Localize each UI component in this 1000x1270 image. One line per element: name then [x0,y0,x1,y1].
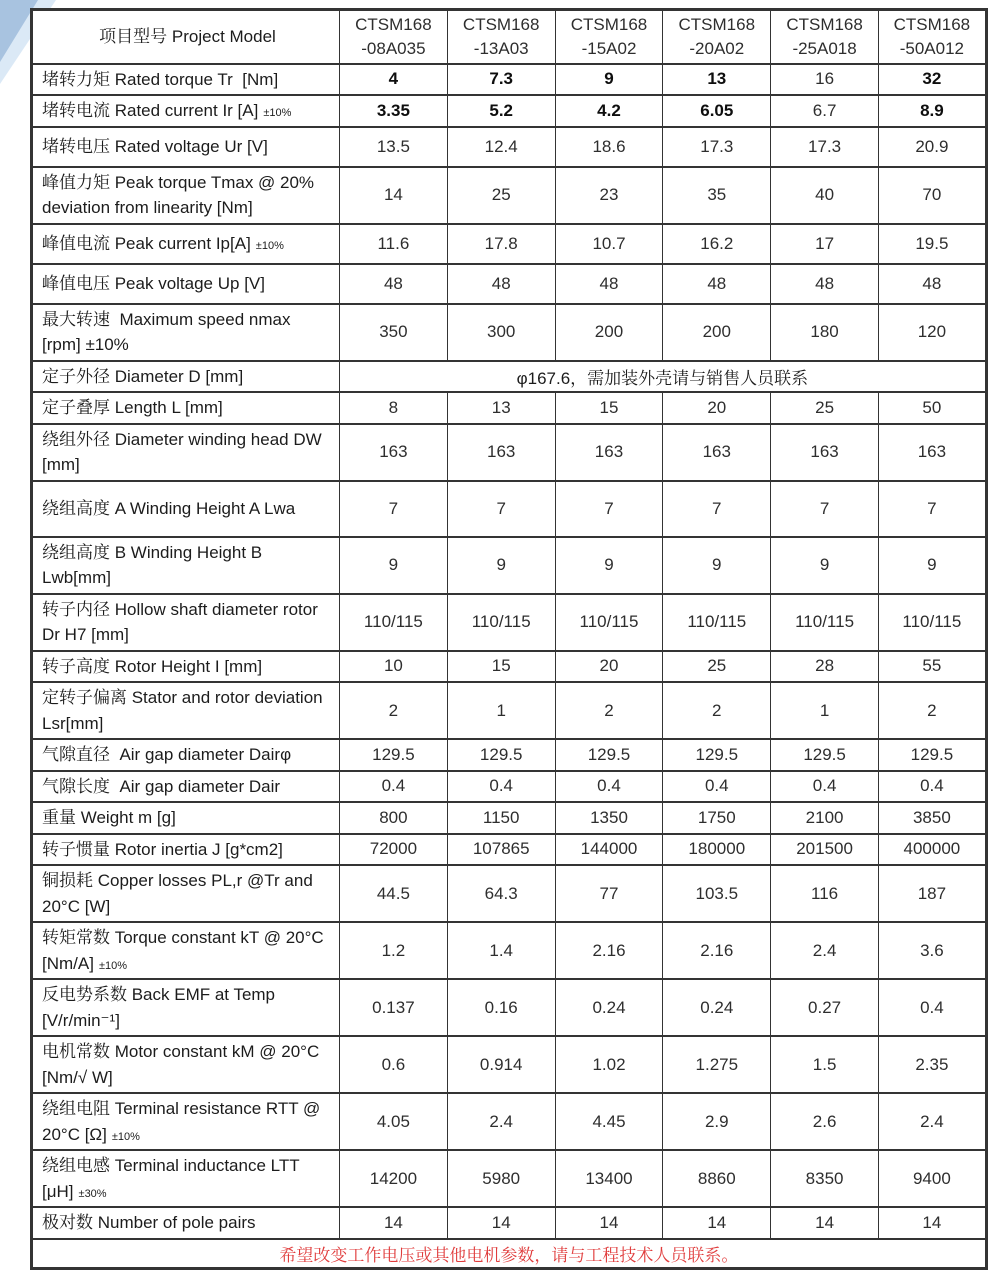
param-value: 1350 [555,802,663,834]
param-label [32,481,340,537]
param-value: 9 [878,537,986,594]
param-value: 2 [555,682,663,739]
param-value: 2 [878,682,986,739]
param-label [32,739,340,771]
param-value: 14 [555,1207,663,1239]
param-value: 0.914 [447,1036,555,1093]
param-label-text: 重量 Weight m [g] [42,808,176,828]
param-label [32,167,340,224]
param-label [32,392,340,424]
param-value: 129.5 [555,739,663,771]
param-value: 8350 [771,1150,879,1207]
param-value: 2.16 [663,922,771,979]
tolerance-note: ±30% [78,1187,107,1200]
param-value: 13 [663,64,771,96]
param-label-text: 铜损耗 Copper losses PL,r @Tr and 20°C [W] [42,871,318,916]
param-value: 4 [340,64,448,96]
param-label [32,802,340,834]
param-value: 13.5 [340,127,448,167]
param-label [32,922,340,979]
param-label [32,224,340,264]
param-value: 9 [447,537,555,594]
param-value: 70 [878,167,986,224]
param-row [32,224,987,264]
param-value: 1 [447,682,555,739]
param-row [32,537,987,594]
param-row [32,361,987,393]
param-value: 44.5 [340,865,448,922]
model-name-line2: -25A018 [792,38,857,58]
param-value: 120 [878,304,986,361]
param-value: 1.02 [555,1036,663,1093]
param-value: 0.4 [340,771,448,803]
param-value: 64.3 [447,865,555,922]
param-label-text: 转矩常数 Torque constant kT @ 20°C [Nm/A] [42,928,329,973]
param-value: 2100 [771,802,879,834]
param-label [32,1150,340,1207]
param-value: 1.5 [771,1036,879,1093]
param-row [32,392,987,424]
param-value: 16 [771,64,879,96]
param-label-text: 绕组高度 B Winding Height B Lwb[mm] [42,542,267,588]
param-row [32,802,987,834]
param-row [32,1093,987,1150]
param-value: 7 [663,481,771,537]
param-value: 9 [663,537,771,594]
footer-note: 希望改变工作电压或其他电机参数，请与工程技术人员联系。 [32,1239,987,1269]
param-value: 13400 [555,1150,663,1207]
param-value: 1750 [663,802,771,834]
param-row [32,481,987,537]
param-value: 2.4 [878,1093,986,1150]
param-value: 8860 [663,1150,771,1207]
param-value: 14 [771,1207,879,1239]
param-value: 4.45 [555,1093,663,1150]
param-label-text: 定转子偏离 Stator and rotor deviation Lsr[mm] [42,688,328,733]
param-value: 9400 [878,1150,986,1207]
param-value: 9 [555,64,663,96]
param-label [32,682,340,739]
model-name-line1: CTSM168 [786,15,863,34]
param-label-text: 转子内径 Hollow shaft diameter rotor Dr H7 [mm] [42,599,323,645]
param-value: 18.6 [555,127,663,167]
param-value: 110/115 [555,594,663,651]
param-value: 48 [663,264,771,304]
param-value: 1.2 [340,922,448,979]
param-value: 0.24 [555,979,663,1036]
param-value: 110/115 [663,594,771,651]
param-value: 7 [447,481,555,537]
header-row [32,10,987,64]
param-value: 6.05 [663,95,771,127]
param-label-text: 堵转力矩 Rated torque Tr [Nm] [42,69,279,89]
param-row [32,834,987,866]
param-value: 800 [340,802,448,834]
param-value: 2 [340,682,448,739]
param-value: 1.4 [447,922,555,979]
param-value: 163 [340,424,448,481]
param-value: 0.137 [340,979,448,1036]
param-value: 200 [663,304,771,361]
param-value: 110/115 [447,594,555,651]
param-value: 11.6 [340,224,448,264]
param-row [32,167,987,224]
param-value: 17 [771,224,879,264]
param-value: 7 [340,481,448,537]
param-value: 12.4 [447,127,555,167]
param-value: 187 [878,865,986,922]
param-value: 5980 [447,1150,555,1207]
param-label [32,771,340,803]
param-row [32,64,987,96]
param-label [32,424,340,481]
param-value: 0.4 [878,771,986,803]
param-value: 15 [447,651,555,683]
param-value: 201500 [771,834,879,866]
param-value: 25 [663,651,771,683]
param-label-text: 定子外径 Diameter D [mm] [42,366,244,386]
param-value: 20.9 [878,127,986,167]
param-label-text: 峰值力矩 Peak torque Tmax @ 20% deviation from linearity [Nm] [42,172,319,218]
param-value: 110/115 [771,594,879,651]
param-value: 163 [771,424,879,481]
param-label [32,1207,340,1239]
param-value: 35 [663,167,771,224]
model-name-line1: CTSM168 [570,15,648,34]
param-value: 2.35 [878,1036,986,1093]
param-label [32,537,340,594]
param-value: 6.7 [771,95,879,127]
param-value: 48 [340,264,448,304]
param-label-text: 堵转电流 Rated current Ir [A] [42,101,259,121]
param-value: 8 [340,392,448,424]
param-value: 55 [878,651,986,683]
param-value: 1 [771,682,879,739]
param-row [32,979,987,1036]
param-value: 129.5 [340,739,448,771]
param-value: 2.9 [663,1093,771,1150]
param-row [32,739,987,771]
param-value: 14 [340,167,448,224]
param-value: 13 [447,392,555,424]
param-value: 14200 [340,1150,448,1207]
param-value: 32 [878,64,986,96]
param-value: 110/115 [340,594,448,651]
param-label [32,651,340,683]
param-label [32,127,340,167]
model-header [771,10,879,64]
param-label-text: 绕组高度 A Winding Height A Lwa [42,498,296,518]
param-value: 0.4 [663,771,771,803]
param-value: 16.2 [663,224,771,264]
param-value: 48 [878,264,986,304]
param-value: 7.3 [447,64,555,96]
param-row [32,424,987,481]
param-row [32,651,987,683]
param-label-text: 峰值电压 Peak voltage Up [V] [42,273,265,293]
param-value: 2.6 [771,1093,879,1150]
param-value: 129.5 [771,739,879,771]
param-label [32,64,340,96]
model-name-line1: CTSM168 [893,15,971,34]
param-row [32,1150,987,1207]
param-row [32,1036,987,1093]
param-value: 3850 [878,802,986,834]
param-value: 14 [447,1207,555,1239]
param-value: 19.5 [878,224,986,264]
param-value: 129.5 [663,739,771,771]
param-value: 200 [555,304,663,361]
param-label [32,834,340,866]
param-value: 0.4 [771,771,879,803]
param-label [32,361,340,393]
param-value: 15 [555,392,663,424]
span-value: φ167.6，需加装外壳请与销售人员联系 [340,361,987,393]
param-label-text: 绕组电感 Terminal inductance LTT [μH] [42,1156,309,1201]
param-value: 110/115 [878,594,986,651]
param-value: 400000 [878,834,986,866]
param-label-text: 定子叠厚 Length L [mm] [42,398,223,418]
param-row [32,304,987,361]
param-label-text: 气隙直径 Air gap diameter Dairφ [42,745,292,765]
param-row [32,1207,987,1239]
param-value: 10.7 [555,224,663,264]
param-value: 5.2 [447,95,555,127]
param-value: 350 [340,304,448,361]
model-header [878,10,986,64]
param-value: 77 [555,865,663,922]
param-value: 3.35 [340,95,448,127]
param-label-text: 反电势系数 Back EMF at Temp [V/r/min⁻¹] [42,985,280,1030]
param-value: 9 [771,537,879,594]
param-value: 48 [447,264,555,304]
param-value: 48 [555,264,663,304]
param-value: 7 [878,481,986,537]
model-name-line2: -15A02 [581,38,637,58]
param-row [32,127,987,167]
tolerance-note: ±10% [98,959,128,972]
param-row [32,95,987,127]
param-label [32,979,340,1036]
param-value: 1.275 [663,1036,771,1093]
param-value: 28 [771,651,879,683]
model-name-line2: -08A035 [361,38,426,58]
param-value: 180 [771,304,879,361]
param-value: 2.16 [555,922,663,979]
param-value: 20 [663,392,771,424]
param-value: 40 [771,167,879,224]
param-label-text: 电机常数 Motor constant kM @ 20°C [Nm/√ W] [42,1042,324,1087]
param-value: 8.9 [878,95,986,127]
param-value: 25 [771,392,879,424]
param-label-text: 绕组电阻 Terminal resistance RTT @ 20°C [Ω] [42,1099,326,1144]
param-value: 9 [555,537,663,594]
param-value: 4.2 [555,95,663,127]
param-value: 14 [340,1207,448,1239]
param-label [32,264,340,304]
param-value: 0.4 [878,979,986,1036]
param-value: 0.6 [340,1036,448,1093]
param-label-text: 转子高度 Rotor Height I [mm] [42,656,263,676]
param-value: 107865 [447,834,555,866]
param-value: 10 [340,651,448,683]
param-value: 144000 [555,834,663,866]
param-value: 3.6 [878,922,986,979]
param-label [32,1093,340,1150]
tolerance-note: ±10% [255,239,284,252]
model-header [340,10,448,64]
param-value: 9 [340,537,448,594]
param-value: 2.4 [771,922,879,979]
param-row [32,771,987,803]
param-label-text: 绕组外径 Diameter winding head DW [mm] [42,429,327,475]
param-label-text: 极对数 Number of pole pairs [42,1213,256,1233]
param-label-text: 堵转电压 Rated voltage Ur [V] [42,136,268,156]
param-row [32,922,987,979]
param-value: 180000 [663,834,771,866]
param-value: 4.05 [340,1093,448,1150]
model-header [663,10,771,64]
footer-row [32,1239,987,1269]
param-value: 25 [447,167,555,224]
param-value: 17.8 [447,224,555,264]
param-label [32,95,340,127]
param-value: 17.3 [771,127,879,167]
param-value: 116 [771,865,879,922]
param-label [32,594,340,651]
param-value: 7 [771,481,879,537]
param-value: 1150 [447,802,555,834]
tolerance-note: ±10% [111,1130,140,1143]
param-label [32,1036,340,1093]
param-label-text: 最大转速 Maximum speed nmax [rpm] ±10% [42,309,296,355]
model-name-line1: CTSM168 [462,15,540,34]
param-row [32,865,987,922]
model-name-line1: CTSM168 [678,15,756,34]
model-name-line2: -20A02 [689,38,745,58]
param-value: 163 [447,424,555,481]
model-name-line2: -50A012 [899,38,965,58]
param-value: 129.5 [878,739,986,771]
param-value: 103.5 [663,865,771,922]
model-name-line2: -13A03 [473,38,529,58]
param-label-text: 转子惯量 Rotor inertia J [g*cm2] [42,839,283,859]
param-label-text: 峰值电流 Peak current Ip[A] [42,233,251,253]
param-row [32,264,987,304]
param-value: 300 [447,304,555,361]
model-header [555,10,663,64]
param-row [32,682,987,739]
param-value: 7 [555,481,663,537]
param-value: 72000 [340,834,448,866]
param-label [32,304,340,361]
param-value: 163 [878,424,986,481]
spec-table [30,8,988,1270]
param-value: 163 [663,424,771,481]
param-value: 20 [555,651,663,683]
param-value: 0.4 [447,771,555,803]
param-value: 23 [555,167,663,224]
param-value: 17.3 [663,127,771,167]
param-value: 0.24 [663,979,771,1036]
param-value: 50 [878,392,986,424]
param-value: 2 [663,682,771,739]
param-value: 129.5 [447,739,555,771]
param-value: 14 [663,1207,771,1239]
param-label [32,865,340,922]
model-name-line1: CTSM168 [355,15,432,34]
param-value: 14 [878,1207,986,1239]
param-value: 163 [555,424,663,481]
param-value: 0.4 [555,771,663,803]
param-label-text: 气隙长度 Air gap diameter Dair [42,776,281,796]
param-value: 0.27 [771,979,879,1036]
param-row [32,594,987,651]
header-label: 项目型号 Project Model [32,10,340,64]
param-value: 0.16 [447,979,555,1036]
tolerance-note: ±10% [263,107,292,120]
param-value: 2.4 [447,1093,555,1150]
param-value: 48 [771,264,879,304]
model-header [447,10,555,64]
